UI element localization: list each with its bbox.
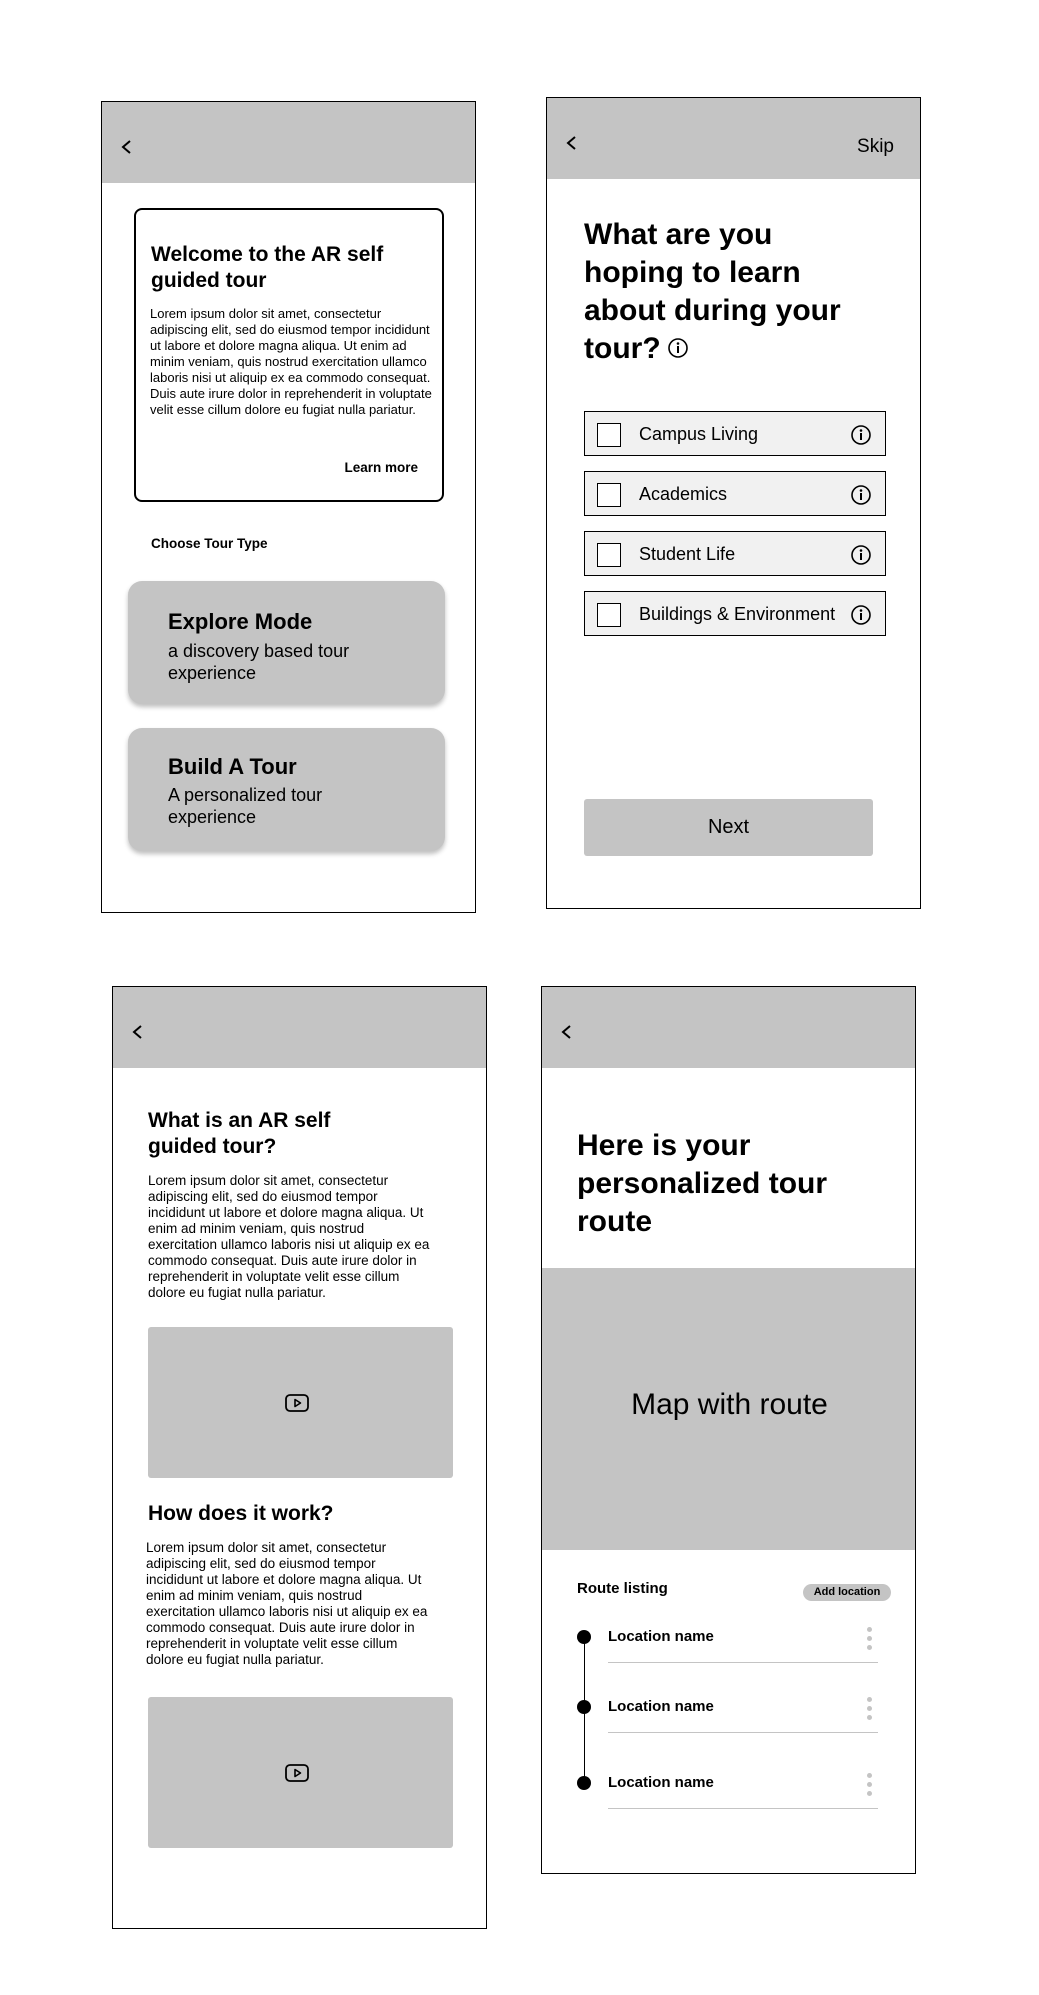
map-label: Map with route bbox=[631, 1388, 828, 1421]
explore-mode-title: Explore Mode bbox=[168, 609, 313, 634]
section-body-what-is: Lorem ipsum dolor sit amet, consectetur adipiscing elit, sed do eiusmod tempor incididunt ut labore et dolore magna aliqua. Ut enim ad minim veniam, quis nostrud exercitation ullamco laboris nisi ut aliquip ex ea commodo consequat. Duis aute irure dolor in reprehenderit in voluptate velit esse cillum dolore eu fugiat nulla pariatur. bbox=[148, 1173, 430, 1300]
section-body-how-it-works: Lorem ipsum dolor sit amet, consectetur adipiscing elit, sed do eiusmod tempor incididunt ut labore et dolore magna aliqua. Ut enim ad minim veniam, quis nostrud exercitation ullamco laboris nisi ut aliquip ex ea commodo consequat. Duis aute irure dolor in reprehenderit in voluptate velit esse cillum dolore eu fugiat nulla pariatur. bbox=[146, 1540, 428, 1667]
timeline-dot bbox=[577, 1776, 591, 1790]
checkbox[interactable] bbox=[597, 543, 621, 567]
section-title-how-it-works: How does it work? bbox=[148, 1502, 334, 1525]
video-placeholder[interactable] bbox=[148, 1697, 453, 1848]
option-buildings-environment[interactable] bbox=[584, 591, 886, 636]
learn-more-link[interactable]: Learn more bbox=[344, 460, 418, 475]
chevron-left-icon bbox=[127, 1021, 149, 1043]
option-label: Campus Living bbox=[639, 424, 759, 444]
add-location-button[interactable]: Add location bbox=[803, 1584, 891, 1601]
info-icon[interactable] bbox=[850, 544, 872, 566]
top-bar bbox=[113, 987, 486, 1068]
info-icon[interactable] bbox=[850, 484, 872, 506]
checkbox[interactable] bbox=[597, 483, 621, 507]
back-button[interactable] bbox=[127, 1021, 149, 1043]
top-bar bbox=[102, 102, 475, 183]
more-options-icon[interactable] bbox=[864, 1697, 874, 1721]
question-title-text: What are you hoping to learn about during your tour? bbox=[584, 218, 841, 365]
location-item[interactable] bbox=[577, 1697, 877, 1737]
top-bar bbox=[547, 98, 920, 179]
top-bar bbox=[542, 987, 915, 1068]
route-listing-label: Route listing bbox=[577, 1580, 668, 1597]
divider bbox=[608, 1732, 878, 1733]
timeline-dot bbox=[577, 1700, 591, 1714]
checkbox[interactable] bbox=[597, 423, 621, 447]
timeline-dot bbox=[577, 1630, 591, 1644]
screen-about-tour bbox=[112, 986, 487, 1929]
chevron-left-icon bbox=[561, 132, 583, 154]
explore-mode-desc: a discovery based tour experience bbox=[168, 641, 350, 683]
build-tour-card[interactable] bbox=[128, 728, 445, 851]
video-placeholder[interactable] bbox=[148, 1327, 453, 1478]
more-options-icon[interactable] bbox=[864, 1627, 874, 1651]
question-title bbox=[584, 216, 874, 369]
info-icon[interactable] bbox=[850, 604, 872, 626]
build-tour-title: Build A Tour bbox=[168, 754, 297, 779]
map-placeholder[interactable] bbox=[542, 1268, 916, 1550]
back-button[interactable] bbox=[116, 136, 138, 158]
location-name: Location name bbox=[608, 1698, 714, 1715]
section-title-what-is: What is an AR self guided tour? bbox=[148, 1109, 331, 1158]
more-options-icon[interactable] bbox=[864, 1773, 874, 1797]
skip-button[interactable]: Skip bbox=[857, 136, 894, 157]
screen-tour-type bbox=[101, 101, 476, 913]
next-button[interactable]: Next bbox=[584, 799, 873, 856]
location-item[interactable] bbox=[577, 1627, 877, 1667]
divider bbox=[608, 1808, 878, 1809]
welcome-card bbox=[134, 208, 444, 502]
back-button[interactable] bbox=[556, 1021, 578, 1043]
option-campus-living[interactable] bbox=[584, 411, 886, 456]
chevron-left-icon bbox=[556, 1021, 578, 1043]
divider bbox=[608, 1662, 878, 1663]
info-icon[interactable] bbox=[850, 424, 872, 446]
choose-tour-type-label: Choose Tour Type bbox=[151, 536, 268, 551]
route-title: Here is your personalized tour route bbox=[577, 1129, 828, 1238]
explore-mode-card[interactable] bbox=[128, 581, 445, 704]
screen-interests bbox=[546, 97, 921, 909]
screen-tour-route bbox=[541, 986, 916, 1874]
checkbox[interactable] bbox=[597, 603, 621, 627]
option-student-life[interactable] bbox=[584, 531, 886, 576]
info-icon[interactable] bbox=[667, 331, 689, 369]
build-tour-desc: A personalized tour experience bbox=[168, 785, 323, 827]
option-label: Buildings & Environment bbox=[639, 604, 836, 624]
play-icon bbox=[285, 1763, 309, 1783]
option-academics[interactable] bbox=[584, 471, 886, 516]
location-item[interactable] bbox=[577, 1773, 877, 1813]
back-button[interactable] bbox=[561, 132, 583, 154]
welcome-title: Welcome to the AR self guided tour bbox=[151, 243, 384, 292]
location-name: Location name bbox=[608, 1774, 714, 1791]
chevron-left-icon bbox=[116, 136, 138, 158]
welcome-body: Lorem ipsum dolor sit amet, consectetur adipiscing elit, sed do eiusmod tempor incididunt ut labore et dolore magna aliqua. Ut enim ad minim veniam, quis nostrud exercitation ullamco laboris nisi ut aliquip ex ea commodo consequat. Duis aute irure dolor in reprehenderit in voluptate velit esse cillum dolore eu fugiat nulla pariatur. bbox=[150, 306, 432, 417]
play-icon bbox=[285, 1393, 309, 1413]
option-label: Academics bbox=[639, 484, 728, 504]
option-label: Student Life bbox=[639, 544, 736, 564]
location-name: Location name bbox=[608, 1628, 714, 1645]
